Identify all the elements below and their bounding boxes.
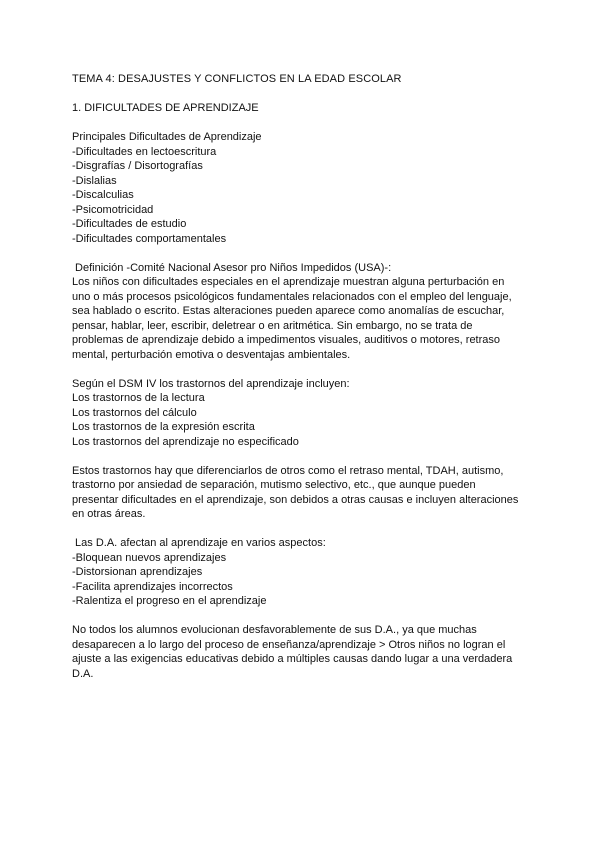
dsm-item: Los trastornos de la lectura [72,392,205,404]
definition-line: uno o más procesos psicológicos fundamentales relacionados con el empleo del lenguaje, [72,290,512,303]
difficulty-item: -Disgrafías / Disortografías [72,160,203,172]
conclusion-line: ajuste a las exigencias educativas debido a múltiples causas dando lugar a una verdadera [72,653,513,665]
definition-heading: Definición -Comité Nacional Asesor pro Niños Impedidos (USA)-: [72,261,392,274]
difficulty-item: -Dificultades de estudio [72,218,187,230]
dsm-item: Los trastornos del cálculo [72,406,197,419]
definition-line: sea hablado o escrito. Estas alteraciones pueden aparece como anomalías de escuchar, [72,305,505,317]
definition-line: pensar, hablar, leer, escribir, deletrear o en aritmética. Sin embargo, no se trata de [72,319,473,332]
differentiate-line: trastorno por ansiedad de separación, mutismo selectivo, etc., que aunque pueden [72,479,476,491]
definition-line: problemas de aprendizaje debido a impedimentos visuales, auditivos o motores, retraso [72,334,501,346]
effects-heading: Las D.A. afectan al aprendizaje en varios aspectos: [72,537,326,549]
section-heading: 1. DIFICULTADES DE APRENDIZAJE [72,102,259,114]
difficulties-heading: Principales Dificultades de Aprendizaje [72,131,262,143]
effects-item: -Bloquean nuevos aprendizajes [72,551,227,564]
conclusion-line: No todos los alumnos evolucionan desfavorablemente de sus D.A., ya que muchas [72,624,477,636]
effects-item: -Ralentiza el progreso en el aprendizaje [72,595,267,607]
differentiate-line: en otras áreas. [72,508,146,520]
dsm-heading: Según el DSM IV los trastornos del aprendizaje incluyen: [72,377,350,390]
difficulty-item: -Dificultades comportamentales [72,232,227,245]
difficulty-item: -Psicomotricidad [72,203,154,216]
conclusion-line: D.A. [72,667,94,680]
difficulty-item: -Discalculias [72,189,134,201]
differentiate-line: Estos trastornos hay que diferenciarlos de otros como el retraso mental, TDAH, autismo, [72,464,504,477]
effects-item: -Distorsionan aprendizajes [72,566,203,578]
document-body [72,72,532,681]
conclusion-line: desaparecen a lo largo del proceso de enseñanza/aprendizaje > Otros niños no logran el [72,638,506,651]
definition-line: Los niños con dificultades especiales en el aprendizaje muestran alguna perturbación en [72,276,505,288]
differentiate-line: presentar dificultades en el aprendizaje, son debidos a otras causas e incluyen alteraciones [72,493,519,506]
difficulty-item: -Dificultades en lectoescritura [72,145,217,158]
dsm-item: Los trastornos de la expresión escrita [72,421,255,433]
effects-item: -Facilita aprendizajes incorrectos [72,580,233,593]
difficulty-item: -Dislalias [72,174,117,187]
document-title: TEMA 4: DESAJUSTES Y CONFLICTOS EN LA EDAD ESCOLAR [72,73,402,85]
dsm-item: Los trastornos del aprendizaje no especificado [72,435,299,448]
definition-line: mental, perturbación emotiva o desventajas ambientales. [72,348,351,361]
